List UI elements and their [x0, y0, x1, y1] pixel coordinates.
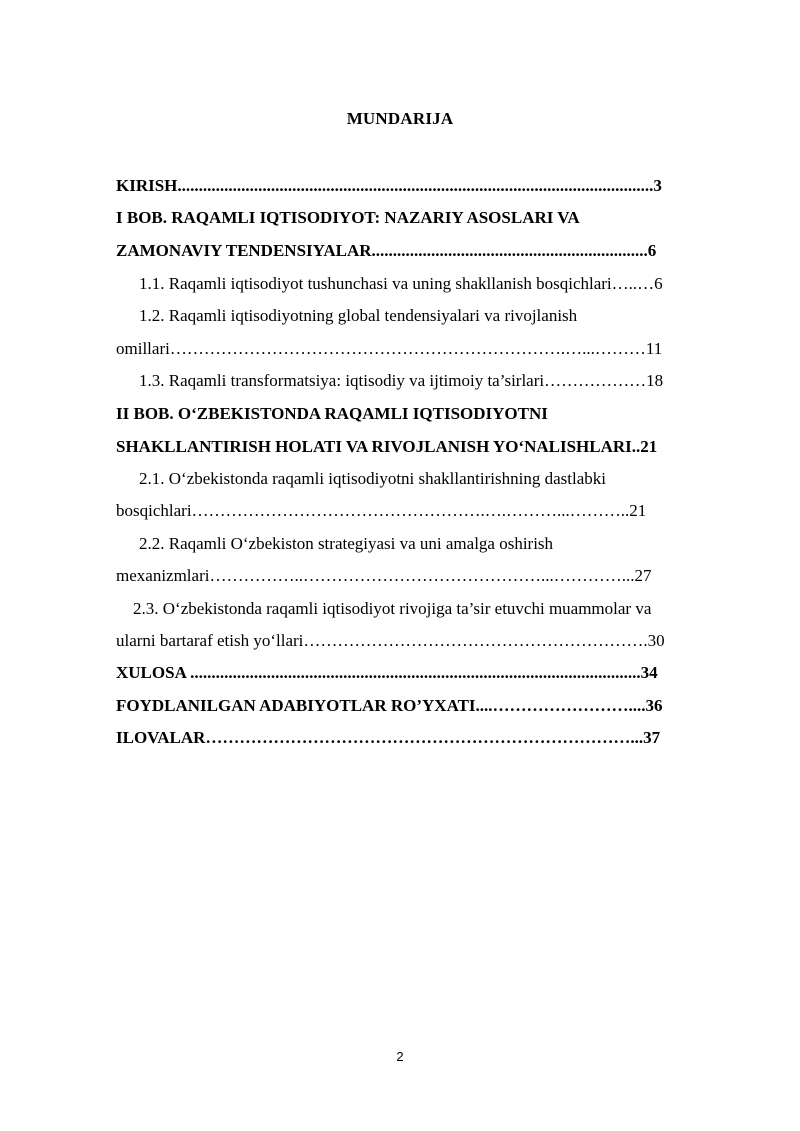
toc-entry-text: ularni bartaraf etish yo‘llari…………………………………………………….30: [116, 631, 665, 650]
toc-title: MUNDARIJA: [346, 109, 454, 128]
toc-entry: [116, 565, 720, 587]
toc-entry-text: bosqichlari…………………………………………….….………...………..21: [116, 501, 647, 520]
toc-entry-text: 1.2. Raqamli iqtisodiyotning global tendensiyalari va rivojlanish: [139, 306, 578, 325]
toc-entry-text: FOYDLANILGAN ADABIYOTLAR RO’YXATI....……………………....36: [116, 696, 663, 715]
toc-entry-text: II BOB. O‘ZBEKISTONDA RAQAMLI IQTISODIYOTNI: [116, 404, 548, 423]
toc-entry-text: 1.3. Raqamli transformatsiya: iqtisodiy va ijtimoiy ta’sirlari………………18: [139, 371, 664, 390]
toc-entry: [139, 533, 720, 555]
toc-entry-text: SHAKLLANTIRISH HOLATI VA RIVOJLANISH YO‘NALISHLARI..21: [116, 437, 658, 456]
toc-entry: [116, 662, 720, 684]
toc-entry: [116, 727, 720, 749]
toc-entry: [133, 598, 720, 620]
toc-entry: [139, 468, 720, 490]
toc-entry: [116, 436, 720, 458]
toc-entry-text: 2.1. O‘zbekistonda raqamli iqtisodiyotni shakllantirishning dastlabki: [139, 469, 606, 488]
toc-entry-text: 2.3. O‘zbekistonda raqamli iqtisodiyot rivojiga ta’sir etuvchi muammolar va: [133, 599, 652, 618]
toc-entry-text: I BOB. RAQAMLI IQTISODIYOT: NAZARIY ASOSLARI VA: [116, 208, 580, 227]
toc-entry-text: ILOVALAR…………………………………………………………………...37: [116, 728, 661, 747]
toc-entry-text: mexanizmlari……………..……………………………………...…………...27: [116, 566, 652, 585]
toc-entry: [139, 370, 720, 392]
toc-entry: [116, 403, 720, 425]
toc-entry-text: omillari…………………………………………………………….…...………11: [116, 339, 663, 358]
toc-entry-text: KIRISH................................................................................................................3: [116, 176, 662, 195]
toc-entry: [116, 338, 720, 360]
page-number: 2: [396, 1049, 404, 1064]
toc-entry: [116, 240, 720, 262]
toc-entry: [116, 695, 720, 717]
toc-entry: [116, 500, 720, 522]
toc-entry-text: XULOSA ..........................................................................................................34: [116, 663, 658, 682]
toc-entry: [139, 305, 720, 327]
toc-entry: [116, 175, 720, 197]
toc-entry-text: ZAMONAVIY TENDENSIYALAR.................................................................6: [116, 241, 657, 260]
toc-entry: [139, 273, 720, 295]
toc-entry-text: 2.2. Raqamli O‘zbekiston strategiyasi va uni amalga oshirish: [139, 534, 554, 553]
toc-entry: [116, 630, 720, 652]
toc-entry: [116, 207, 720, 229]
toc-entry-text: 1.1. Raqamli iqtisodiyot tushunchasi va uning shakllanish bosqichlari…..…6: [139, 274, 663, 293]
